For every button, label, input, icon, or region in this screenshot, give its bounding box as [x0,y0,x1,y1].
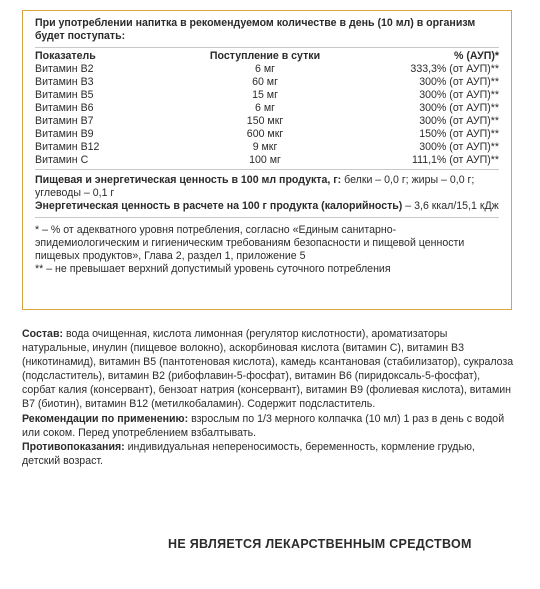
vitamin-name: Витамин С [35,154,89,166]
intro-text: При употреблении напитка в рекомендуемом количестве в день (10 мл) в организм будет поступать: [35,17,476,42]
vitamin-amount: 150 мкг [246,115,284,127]
table-row [35,115,499,128]
vitamin-amount: 15 мг [252,89,278,101]
energy-value-label: Энергетическая ценность в расчете на 100 г продукта (калорийность) [35,200,403,212]
footnotes [35,218,499,276]
table-body [35,63,499,170]
nutrition-value-line [35,174,499,200]
vitamin-name: Витамин В2 [35,63,94,75]
vitamin-amount: 6 мг [255,63,275,75]
vitamin-percent: 111,1% (от АУП)** [412,154,499,166]
contraindications-paragraph [22,440,514,468]
table-header [35,47,499,63]
vitamin-percent: 300% (от АУП)** [419,89,499,101]
nutrition-value-label: Пищевая и энергетическая ценность в 100 мл продукта, г: [35,174,342,186]
table-row [35,141,499,154]
vitamin-name: Витамин В9 [35,128,94,140]
composition-paragraph [22,327,514,412]
header-indicator: Показатель [35,50,96,62]
recommendations-label: Рекомендации по применению: [22,412,189,425]
contraindications-label: Противопоказания: [22,440,125,453]
vitamin-name: Витамин В12 [35,141,100,153]
footnote-1: * – % от адекватного уровня потребления, согласно «Единым санитарно-эпидемиологическим и гигиеническим требованиям безопасности и пищевой ценности пищевых продуктов», Глава 2, раздел 1, приложение 5 [35,224,465,262]
vitamin-percent: 150% (от АУП)** [419,128,499,140]
header-percent: % (АУП)* [454,50,499,62]
recommendations-paragraph [22,412,514,440]
composition-label: Состав: [22,328,63,340]
vitamin-percent: 333,3% (от АУП)** [410,63,499,75]
table-row [35,76,499,89]
table-row [35,128,499,141]
table-row [35,63,499,76]
recommendations-text: взрослым по 1/3 мерного колпачка (10 мл) 1 раз в день с водой или соком. Перед употреблением взбалтывать. [22,412,505,439]
vitamin-percent: 300% (от АУП)** [419,76,499,88]
composition-section [22,327,514,468]
vitamin-percent: 300% (от АУП)** [419,115,499,127]
table-row [35,89,499,102]
energy-section [35,170,499,218]
table-row [35,154,499,167]
composition-text: вода очищенная, кислота лимонная (регулятор кислотности), ароматизаторы натуральные, инулин (пищевое волокно), аскорбиновая кислота (витамин С), витамин В3 (никотинамид), витамин В5 (пантотеновая кислота), камедь ксантановая (стабилизатор), сукралоза (подсластитель), витамин В2 (рибофлавин-5-фосфат), витамин В6 (пиридоксаль-5-фосфат), сорбат калия (консервант), бензоат натрия (консервант), витамин В9 (фолиевая кислота), витамин В7 (биотин), витамин В12 (метилкобаламин). Содержит подсластитель. [22,328,514,411]
vitamin-amount: 100 мг [249,154,281,166]
nutrition-value-text: белки – 0,0 г; жиры – 0,0 г; углеводы – 0,1 г [35,174,475,199]
vitamin-percent: 300% (от АУП)** [419,102,499,114]
energy-value-text: – 3,6 ккал/15,1 кДж [402,200,499,212]
nutrition-box [22,10,512,310]
table-row [35,102,499,115]
contraindications-text: индивидуальная непереносимость, беременность, кормление грудью, детский возраст. [22,440,475,467]
energy-value-line [35,200,499,213]
vitamin-amount: 600 мкг [246,128,284,140]
vitamin-name: Витамин В5 [35,89,94,101]
footnote-2: ** – не превышает верхний допустимый уровень суточного потребления [35,263,391,275]
header-intake: Поступление в сутки [209,50,321,62]
vitamin-name: Витамин В3 [35,76,94,88]
vitamin-percent: 300% (от АУП)** [419,141,499,153]
vitamin-amount: 9 мкг [252,141,278,153]
vitamin-name: Витамин В6 [35,102,94,114]
vitamin-amount: 6 мг [255,102,275,114]
vitamin-name: Витамин В7 [35,115,94,127]
not-medicine-notice: НЕ ЯВЛЯЕТСЯ ЛЕКАРСТВЕННЫМ СРЕДСТВОМ [168,537,472,551]
vitamin-amount: 60 мг [252,76,278,88]
